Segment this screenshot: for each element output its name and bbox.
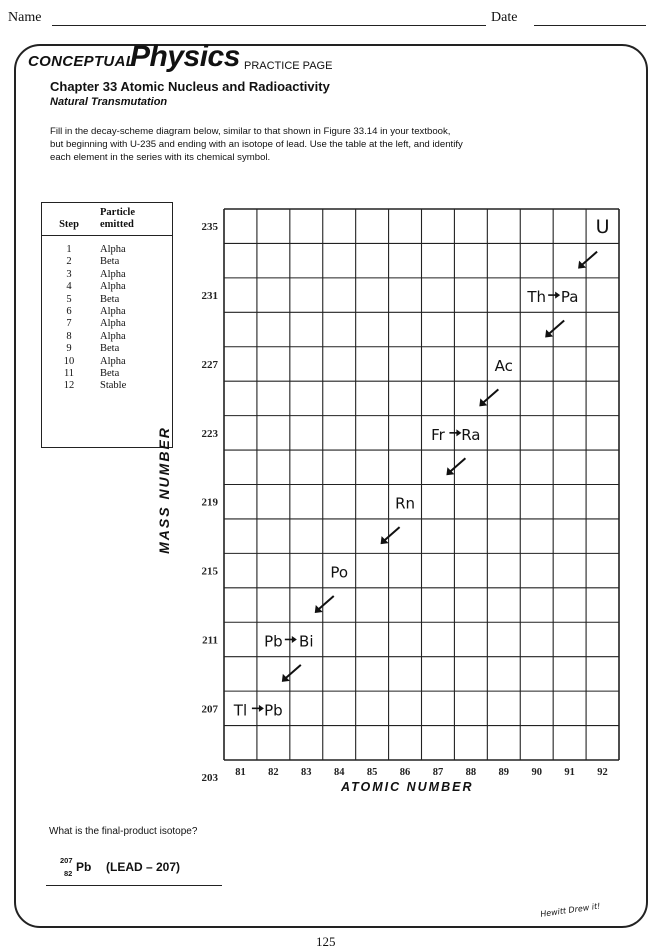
table-row: 10 Alpha	[63, 355, 126, 367]
element-symbol: Fr	[431, 425, 445, 444]
name-label: Name	[8, 10, 42, 25]
y-tick-label: 211	[202, 634, 218, 647]
y-tick-label: 231	[201, 290, 218, 303]
y-tick-label: 207	[201, 703, 218, 716]
answer-atomic-number: 82	[64, 869, 73, 878]
answer-symbol: Pb	[76, 860, 92, 874]
instructions-line-1: Fill in the decay-scheme diagram below, similar to that shown in Figure 33.14 in your textbook,	[50, 126, 451, 137]
x-tick-label: 89	[498, 767, 510, 778]
y-tick-label: 203	[201, 772, 218, 785]
x-tick-label: 86	[399, 767, 411, 778]
y-tick-label: 223	[201, 427, 218, 440]
answer-mass-number: 207	[60, 856, 73, 865]
atomic-number-ticks	[235, 767, 608, 778]
instructions-line-3: each element in the series with its chemical symbol.	[50, 152, 271, 163]
column-header-particle: Particle emitted	[100, 207, 135, 230]
x-tick-label: 85	[366, 767, 378, 778]
y-axis-title: MASS NUMBER	[156, 426, 172, 554]
x-tick-label: 88	[465, 767, 477, 778]
x-tick-label: 83	[301, 767, 312, 778]
x-tick-label: 81	[235, 767, 246, 778]
element-symbol: Tl	[233, 701, 248, 720]
y-tick-label: 215	[201, 565, 218, 578]
answer-text: (LEAD – 207)	[106, 860, 181, 874]
date-label: Date	[491, 10, 518, 25]
mass-number-ticks	[202, 221, 219, 784]
element-symbol: U	[595, 216, 610, 239]
table-row: 1 Alpha	[66, 244, 126, 255]
element-symbol: Rn	[395, 494, 416, 513]
answer-field[interactable]	[46, 855, 222, 886]
x-tick-label: 82	[268, 767, 279, 778]
table-row: 12 Stable	[63, 380, 127, 392]
table-row: 4 Alpha	[66, 281, 126, 293]
alpha-arrow-shaft	[285, 665, 301, 679]
table-row: 6 Alpha	[66, 306, 126, 318]
beta-arrow-head	[555, 292, 560, 299]
chapter-title: Chapter 33 Atomic Nucleus and Radioactivity	[50, 79, 330, 94]
y-tick-label: 227	[201, 358, 218, 371]
element-symbol: Pb	[264, 632, 283, 651]
brand-conceptual: CONCEPTUAL	[28, 53, 136, 70]
table-row: 2 Beta	[66, 256, 120, 268]
table-row: 7 Alpha	[66, 318, 126, 330]
y-tick-label: 235	[201, 221, 218, 234]
hewitt-signature: Hewitt Drew it!	[539, 901, 601, 919]
alpha-arrow-shaft	[449, 458, 465, 472]
element-symbol: Pa	[560, 288, 579, 307]
element-symbol: Pb	[264, 701, 283, 720]
element-symbol: Bi	[299, 632, 314, 651]
table-row: 9 Beta	[66, 343, 120, 355]
x-tick-label: 92	[597, 767, 608, 778]
chapter-subtitle: Natural Transmutation	[50, 96, 168, 108]
x-axis-title: ATOMIC NUMBER	[341, 780, 474, 794]
table-row: 11 Beta	[63, 368, 120, 380]
x-tick-label: 84	[333, 767, 345, 778]
alpha-arrow-shaft	[384, 527, 400, 541]
brand-physics: Physics	[130, 40, 240, 73]
alpha-arrow-shaft	[482, 389, 498, 403]
alpha-arrow-shaft	[581, 252, 597, 266]
page-number: 125	[316, 934, 336, 949]
instructions-line-2: but beginning with U-235 and ending with an isotope of lead. Use the table at the left, and identify	[50, 139, 463, 150]
alpha-arrow-shaft	[548, 321, 564, 335]
table-row: 3 Alpha	[66, 268, 126, 280]
x-tick-label: 87	[432, 767, 444, 778]
table-row: 5 Beta	[66, 293, 120, 305]
column-header-step: Step	[59, 219, 79, 230]
y-tick-label: 219	[201, 496, 218, 509]
beta-arrow-head	[292, 636, 297, 643]
x-tick-label: 91	[564, 767, 575, 778]
element-symbol: Po	[330, 563, 349, 582]
element-symbol: Ac	[494, 356, 513, 375]
practice-page-label: PRACTICE PAGE	[244, 60, 333, 72]
table-row: 8 Alpha	[66, 330, 126, 342]
alpha-arrow-shaft	[318, 596, 334, 610]
element-symbol: Ra	[461, 425, 481, 444]
element-symbol: Th	[527, 288, 547, 307]
x-tick-label: 90	[531, 767, 542, 778]
question-text: What is the final-product isotope?	[49, 826, 198, 837]
